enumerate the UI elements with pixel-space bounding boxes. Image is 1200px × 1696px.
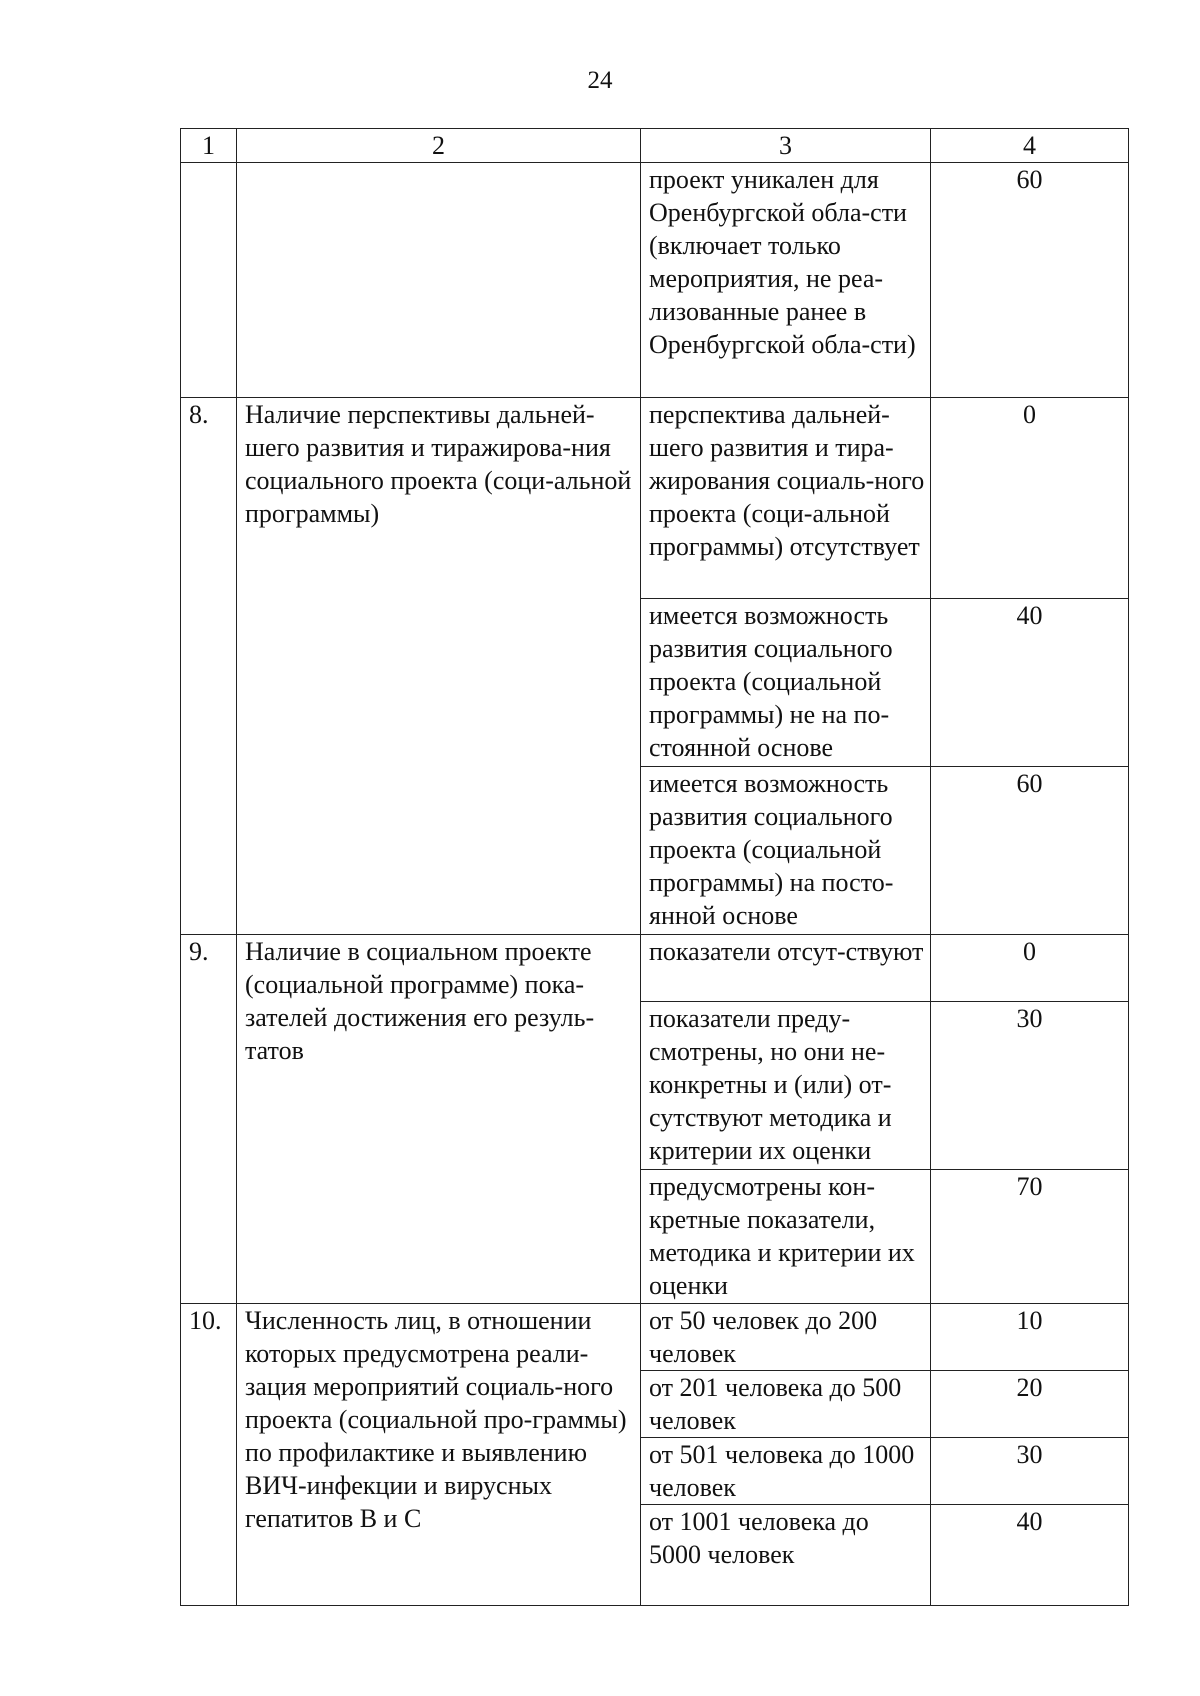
column-header-4: 4 <box>931 129 1129 163</box>
score-cell: 40 <box>931 599 1129 767</box>
row-number-cell: 9. <box>181 935 237 1304</box>
table-row <box>181 935 1129 1002</box>
table-body <box>181 163 1129 1606</box>
condition-cell: перспектива дальней-шего развития и тира-жирования социаль-ного проекта (соци-альной программы) отсутствует <box>641 398 931 599</box>
table-header <box>181 129 1129 163</box>
table-row <box>181 398 1129 599</box>
criterion-cell <box>237 163 641 398</box>
score-cell: 60 <box>931 767 1129 935</box>
column-header-2: 2 <box>237 129 641 163</box>
criterion-cell: Наличие в социальном проекте (социальной программе) пока-зателей достижения его резуль-татов <box>237 935 641 1304</box>
score-cell: 0 <box>931 398 1129 599</box>
row-number-cell: 8. <box>181 398 237 935</box>
condition-cell: предусмотрены кон-кретные показатели, методика и критерии их оценки <box>641 1170 931 1304</box>
score-cell: 20 <box>931 1371 1129 1438</box>
criterion-cell: Численность лиц, в отношении которых предусмотрена реали-зация мероприятий социаль-ного проекта (социальной про-граммы) по профилактике и выявлению ВИЧ-инфекции и вирусных гепатитов В и С <box>237 1304 641 1606</box>
condition-cell: от 501 человека до 1000 человек <box>641 1438 931 1505</box>
condition-cell: имеется возможность развития социального проекта (социальной программы) не на по-стоянной основе <box>641 599 931 767</box>
score-cell: 10 <box>931 1304 1129 1371</box>
score-cell: 30 <box>931 1002 1129 1170</box>
condition-cell: от 50 человек до 200 человек <box>641 1304 931 1371</box>
score-cell: 0 <box>931 935 1129 1002</box>
score-cell: 40 <box>931 1505 1129 1606</box>
condition-cell: проект уникален для Оренбургской обла-сти (включает только мероприятия, не реа-лизованные ранее в Оренбургской обла-сти) <box>641 163 931 398</box>
column-header-1: 1 <box>181 129 237 163</box>
header-row <box>181 129 1129 163</box>
score-cell: 70 <box>931 1170 1129 1304</box>
criteria-table <box>180 128 1129 1606</box>
condition-cell: показатели отсут-ствуют <box>641 935 931 1002</box>
condition-cell: от 1001 человека до 5000 человек <box>641 1505 931 1606</box>
condition-cell: от 201 человека до 500 человек <box>641 1371 931 1438</box>
page-number: 24 <box>587 67 613 94</box>
score-cell: 60 <box>931 163 1129 398</box>
criterion-cell: Наличие перспективы дальней-шего развития и тиражирова-ния социального проекта (соци-альной программы) <box>237 398 641 935</box>
column-header-3: 3 <box>641 129 931 163</box>
row-number-cell: 10. <box>181 1304 237 1606</box>
row-number-cell <box>181 163 237 398</box>
condition-cell: показатели преду-смотрены, но они не-конкретны и (или) от-сутствуют методика и критерии их оценки <box>641 1002 931 1170</box>
table-row <box>181 1304 1129 1371</box>
condition-cell: имеется возможность развития социального проекта (социальной программы) на посто-янной основе <box>641 767 931 935</box>
table-row <box>181 163 1129 398</box>
score-cell: 30 <box>931 1438 1129 1505</box>
